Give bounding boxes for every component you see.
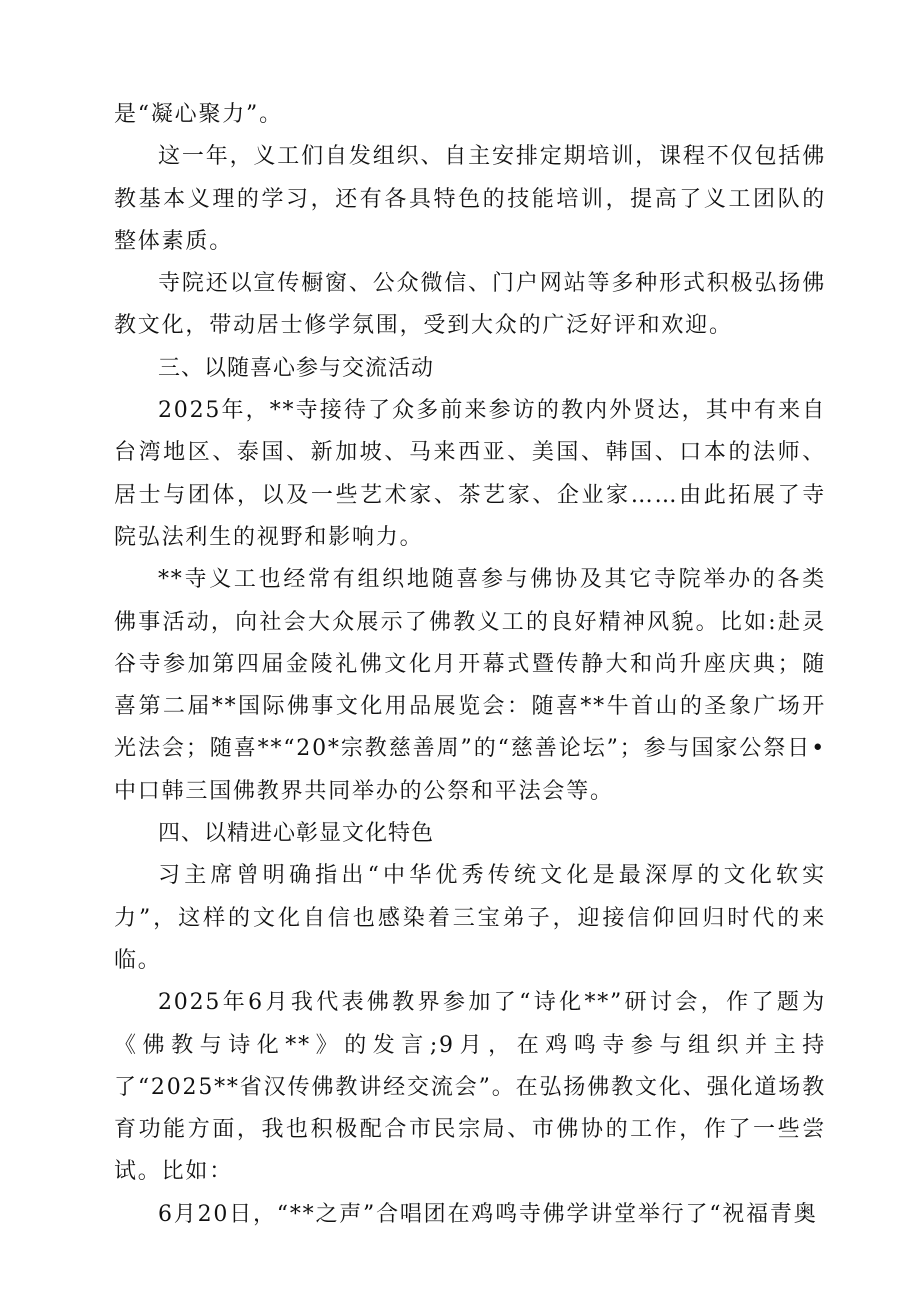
paragraph-4: 2025年，**寺接待了众多前来参访的教内外贤达，其中有来自台湾地区、泰国、新加坡、马来西亚、美国、韩国、口本的法师、居士与团体，以及一些艺术家、茶艺家、企业家……由此拓展了寺院弘法利生的视野和影响力。 bbox=[114, 398, 826, 550]
paragraph-5: **寺义工也经常有组织地随喜参与佛协及其它寺院举办的各类佛事活动，向社会大众展示了佛教义工的良好精神风貌。比如:赴灵谷寺参加第四届金陵礼佛文化月开幕式暨传静大和尚升座庆典；随喜第二届**国际佛事文化用品展览会：随喜**牛首山的圣象广场开光法会；随喜**“20*宗教慈善周”的“慈善论坛”；参与国家公祭日•中口韩三国佛教界共同举办的公祭和平法会等。 bbox=[114, 567, 826, 804]
paragraph-6: 习主席曾明确指出“中华优秀传统文化是最深厚的文化软实力”，这样的文化自信也感染着三宝弟子，迎接信仰回归时代的来临。 bbox=[114, 863, 826, 973]
paragraph-2: 这一年，义工们自发组织、自主安排定期培训，课程不仅包括佛教基本义理的学习，还有各具特色的技能培训，提高了义工团队的整体素质。 bbox=[114, 144, 826, 254]
paragraph-1: 是“凝心聚力”。 bbox=[114, 102, 283, 127]
section-heading-4: 四、以精进心彰显文化特色 bbox=[158, 821, 435, 847]
paragraph-3: 寺院还以宣传橱窗、公众微信、门户网站等多种形式积极弘扬佛教文化，带动居士修学氛围，受到大众的广泛好评和欢迎。 bbox=[114, 271, 826, 339]
document-body bbox=[114, 94, 826, 1236]
paragraph-7: 2025年6月我代表佛教界参加了“诗化**”研讨会，作了题为《佛教与诗化**》的发言;9月，在鸡鸣寺参与组织并主持了“2025**省汉传佛教讲经交流会”。在弘扬佛教文化、强化道场教育功能方面，我也积极配合市民宗局、市佛协的工作，作了一些尝试。比如： bbox=[114, 990, 826, 1185]
section-heading-3: 三、以随喜心参与交流活动 bbox=[158, 355, 435, 381]
paragraph-8: 6月20日，“**之声”合唱团在鸡鸣寺佛学讲堂举行了“祝福青奥 bbox=[158, 1201, 818, 1227]
